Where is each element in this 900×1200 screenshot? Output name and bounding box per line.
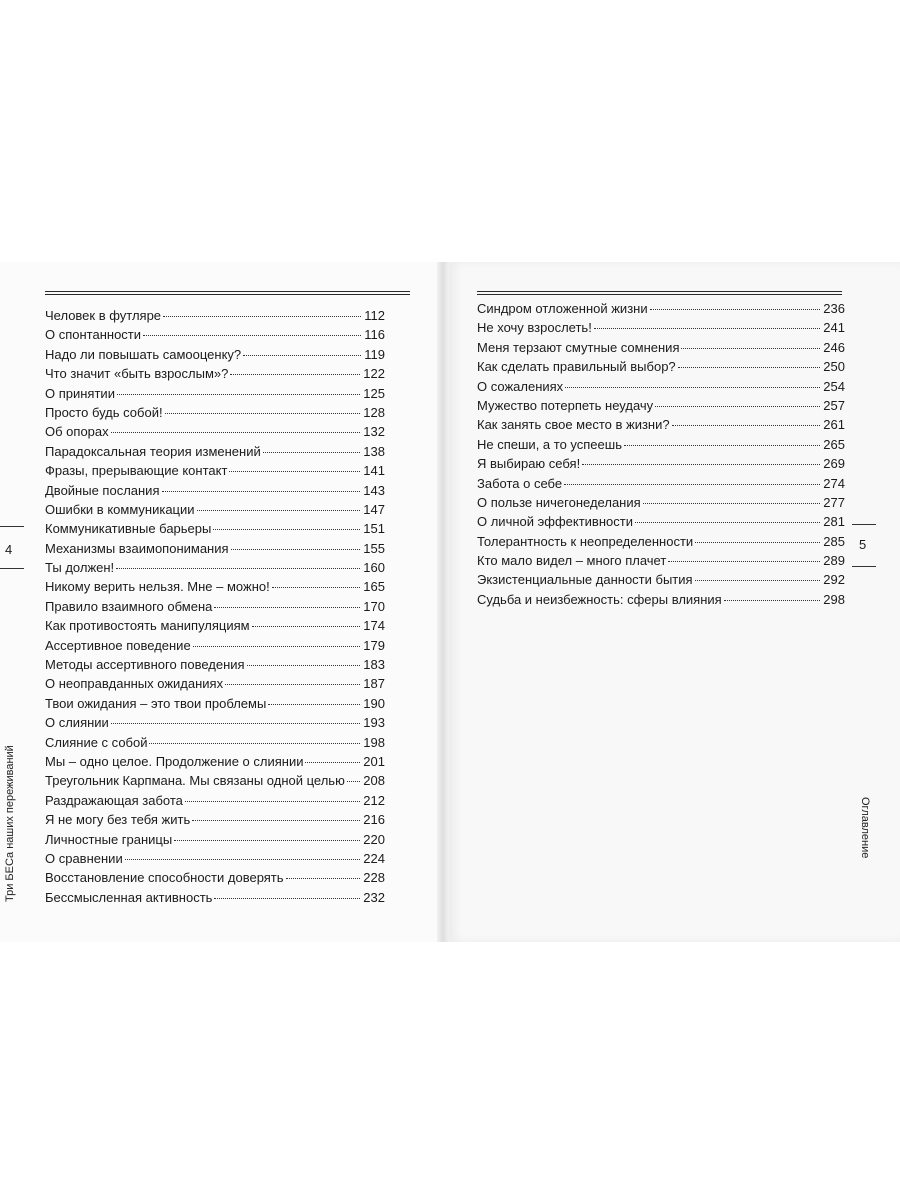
toc-entry: [45, 597, 385, 616]
toc-entry-title: Меня терзают смутные сомнения: [477, 339, 680, 355]
toc-entry-page-number: 216: [363, 812, 385, 828]
toc-entry: [45, 771, 385, 790]
toc-entry: [45, 655, 385, 674]
header-rule: [45, 291, 410, 295]
toc-entry: [45, 616, 385, 635]
page-number-rule: [852, 566, 876, 567]
toc-entry: [477, 357, 845, 376]
toc-entry: [45, 442, 385, 461]
toc-dot-leader: [564, 483, 820, 485]
toc-entry: [45, 752, 385, 771]
toc-dot-leader: [695, 579, 821, 581]
toc-entry-title: Ты должен!: [45, 560, 115, 576]
toc-entry: [477, 590, 845, 609]
toc-entry-title: Как сделать правильный выбор?: [477, 359, 676, 375]
toc-dot-leader: [635, 521, 820, 523]
toc-entry-page-number: 236: [823, 301, 845, 316]
header-rule: [477, 291, 842, 295]
toc-dot-leader: [162, 490, 361, 492]
toc-entry-page-number: 250: [823, 359, 845, 375]
toc-entry-page-number: 128: [363, 404, 385, 420]
toc-entry-title: Как занять свое место в жизни?: [477, 417, 670, 433]
toc-entry: [477, 474, 845, 493]
toc-dot-leader: [214, 897, 360, 899]
toc-entry-page-number: 143: [363, 482, 385, 498]
toc-entry-title: Кто мало видел – много плачет: [477, 553, 667, 569]
toc-entry: [45, 830, 385, 849]
toc-entry-title: Раздражающая забота: [45, 792, 183, 808]
toc-entry-page-number: 246: [823, 339, 845, 355]
toc-entry-page-number: 285: [823, 533, 845, 549]
toc-entry-page-number: 151: [363, 521, 385, 537]
running-title: Оглавление: [859, 797, 871, 859]
toc-entry: [477, 299, 845, 318]
toc-entry-page-number: 224: [363, 850, 385, 866]
toc-dot-leader: [672, 424, 821, 426]
toc-entry: [45, 694, 385, 713]
toc-entry-page-number: 112: [364, 308, 385, 323]
toc-entry-title: О неоправданных ожиданиях: [45, 676, 224, 692]
toc-entry: [45, 558, 385, 577]
toc-entry-page-number: 241: [823, 320, 845, 336]
toc-dot-leader: [695, 541, 820, 543]
toc-dot-leader: [650, 308, 821, 310]
page-number-rule: [0, 526, 24, 527]
toc-dot-leader: [247, 664, 361, 666]
toc-entry: [477, 454, 845, 473]
toc-entry-page-number: 187: [363, 676, 385, 692]
toc-entry-title: Забота о себе: [477, 475, 563, 491]
toc-entry-page-number: 269: [823, 456, 845, 472]
toc-entry-page-number: 261: [823, 417, 845, 433]
toc-entry-title: О сравнении: [45, 850, 123, 866]
toc-entry-title: О принятии: [45, 385, 115, 401]
toc-entry-title: Методы ассертивного поведения: [45, 657, 245, 673]
toc-entry-page-number: 208: [363, 773, 385, 789]
toc-entry-page-number: 122: [363, 366, 385, 382]
toc-dot-leader: [582, 463, 820, 465]
toc-dot-leader: [252, 625, 361, 627]
toc-entry: [45, 364, 385, 383]
toc-dot-leader: [565, 386, 820, 388]
toc-entry-title: Ошибки в коммуникации: [45, 501, 195, 517]
table-of-contents-right: [477, 299, 845, 609]
toc-entry-page-number: 170: [363, 598, 385, 614]
toc-entry-title: Человек в футляре: [45, 308, 162, 323]
toc-entry-page-number: 190: [363, 695, 385, 711]
toc-entry: [477, 318, 845, 337]
toc-entry-page-number: 257: [823, 397, 845, 413]
toc-entry-page-number: 138: [363, 443, 385, 459]
toc-dot-leader: [225, 683, 360, 685]
toc-entry-page-number: 220: [363, 831, 385, 847]
toc-entry-title: О слиянии: [45, 715, 109, 731]
toc-entry: [477, 435, 845, 454]
toc-entry-page-number: 298: [823, 591, 845, 607]
toc-entry: [477, 396, 845, 415]
toc-entry: [45, 849, 385, 868]
toc-dot-leader: [230, 373, 360, 375]
toc-entry: [477, 415, 845, 434]
toc-entry-title: Личностные границы: [45, 831, 173, 847]
toc-entry-title: Коммуникативные барьеры: [45, 521, 212, 537]
toc-entry: [477, 512, 845, 531]
toc-entry-page-number: 277: [823, 494, 845, 510]
toc-entry-title: Толерантность к неопределенности: [477, 533, 694, 549]
toc-entry: [45, 577, 385, 596]
toc-dot-leader: [116, 567, 360, 569]
toc-entry: [45, 791, 385, 810]
toc-dot-leader: [668, 560, 820, 562]
toc-entry-title: Никому верить нельзя. Мне – можно!: [45, 579, 270, 595]
toc-entry-page-number: 289: [823, 553, 845, 569]
toc-entry: [45, 481, 385, 500]
table-of-contents-left: [45, 306, 385, 907]
toc-entry-page-number: 212: [363, 792, 385, 808]
toc-entry-title: Я выбираю себя!: [477, 456, 581, 472]
toc-dot-leader: [678, 366, 821, 368]
toc-entry: [477, 493, 845, 512]
toc-dot-leader: [643, 502, 821, 504]
toc-entry-page-number: 116: [364, 327, 385, 343]
toc-entry: [477, 570, 845, 589]
toc-entry-page-number: 179: [363, 637, 385, 653]
toc-entry-title: Мужество потерпеть неудачу: [477, 397, 654, 413]
toc-entry: [45, 519, 385, 538]
toc-entry-title: Двойные послания: [45, 482, 160, 498]
toc-entry: [45, 674, 385, 693]
toc-entry-page-number: 281: [823, 514, 845, 530]
toc-entry-title: Синдром отложенной жизни: [477, 301, 648, 316]
toc-entry-page-number: 292: [823, 572, 845, 588]
toc-entry-title: Я не могу без тебя жить: [45, 812, 191, 828]
toc-entry: [45, 325, 385, 344]
running-title: Три БЕСа наших переживаний: [4, 745, 16, 902]
toc-entry: [45, 500, 385, 519]
toc-dot-leader: [268, 703, 360, 705]
toc-dot-leader: [197, 509, 361, 511]
toc-entry: [45, 868, 385, 887]
page-number-rule: [0, 568, 24, 569]
toc-entry: [45, 422, 385, 441]
toc-dot-leader: [149, 742, 360, 744]
toc-entry-title: Ассертивное поведение: [45, 637, 191, 653]
toc-entry-page-number: 201: [363, 753, 385, 769]
toc-entry: [45, 713, 385, 732]
toc-entry-title: Как противостоять манипуляциям: [45, 618, 250, 634]
toc-dot-leader: [231, 548, 361, 550]
toc-dot-leader: [272, 586, 361, 588]
toc-dot-leader: [724, 599, 821, 601]
toc-entry-title: Экзистенциальные данности бытия: [477, 572, 693, 588]
toc-entry-title: Восстановление способности доверять: [45, 870, 284, 886]
toc-dot-leader: [655, 405, 820, 407]
toc-dot-leader: [229, 470, 360, 472]
toc-entry-title: Твои ожидания – это твои проблемы: [45, 695, 267, 711]
toc-entry: [45, 345, 385, 364]
toc-entry: [477, 532, 845, 551]
toc-dot-leader: [125, 858, 361, 860]
toc-entry: [45, 384, 385, 403]
toc-entry-title: Об опорах: [45, 424, 109, 440]
page-number: 5: [859, 537, 867, 552]
toc-entry-page-number: 147: [363, 501, 385, 517]
toc-entry: [45, 636, 385, 655]
toc-entry-title: Фразы, прерывающие контакт: [45, 463, 228, 479]
toc-entry-page-number: 125: [363, 385, 385, 401]
toc-entry: [45, 888, 385, 907]
toc-entry: [45, 306, 385, 325]
left-page: [0, 262, 437, 942]
toc-entry-page-number: 160: [363, 560, 385, 576]
toc-entry-title: Парадоксальная теория изменений: [45, 443, 261, 459]
toc-entry-title: Правило взаимного обмена: [45, 598, 213, 614]
toc-dot-leader: [174, 839, 360, 841]
toc-dot-leader: [111, 722, 360, 724]
toc-entry-title: Просто будь собой!: [45, 404, 163, 420]
toc-dot-leader: [286, 877, 361, 879]
toc-dot-leader: [185, 800, 360, 802]
toc-dot-leader: [624, 444, 820, 446]
toc-dot-leader: [681, 347, 820, 349]
toc-dot-leader: [243, 354, 361, 356]
toc-dot-leader: [594, 327, 820, 329]
toc-dot-leader: [214, 606, 360, 608]
toc-entry: [45, 810, 385, 829]
toc-dot-leader: [111, 431, 361, 433]
toc-entry-page-number: 274: [823, 475, 845, 491]
toc-entry-page-number: 155: [363, 540, 385, 556]
toc-entry-title: О спонтанности: [45, 327, 142, 343]
toc-entry-page-number: 232: [363, 889, 385, 905]
toc-entry-title: Слияние с собой: [45, 734, 148, 750]
toc-entry-page-number: 183: [363, 657, 385, 673]
toc-dot-leader: [192, 819, 360, 821]
toc-entry-title: О пользе ничегонеделания: [477, 494, 641, 510]
toc-entry-page-number: 265: [823, 436, 845, 452]
toc-entry-title: Треугольник Карпмана. Мы связаны одной целью: [45, 773, 345, 789]
right-page: [449, 262, 900, 942]
toc-dot-leader: [165, 412, 361, 414]
toc-entry-page-number: 254: [823, 378, 845, 394]
toc-dot-leader: [263, 451, 361, 453]
toc-entry: [477, 338, 845, 357]
toc-dot-leader: [193, 645, 361, 647]
toc-dot-leader: [143, 334, 361, 336]
toc-entry-title: Не спеши, а то успеешь: [477, 436, 622, 452]
toc-entry-title: О сожалениях: [477, 378, 564, 394]
toc-entry: [477, 551, 845, 570]
toc-entry: [45, 733, 385, 752]
page-number-rule: [852, 524, 876, 525]
page-number: 4: [5, 542, 13, 557]
toc-entry-page-number: 228: [363, 870, 385, 886]
toc-entry: [477, 377, 845, 396]
toc-entry-title: Мы – одно целое. Продолжение о слиянии: [45, 753, 304, 769]
toc-dot-leader: [347, 780, 360, 782]
toc-entry-title: Что значит «быть взрослым»?: [45, 366, 229, 382]
toc-dot-leader: [213, 528, 360, 530]
book-gutter: [437, 262, 449, 942]
toc-dot-leader: [305, 761, 360, 763]
toc-entry-page-number: 198: [363, 734, 385, 750]
toc-entry-page-number: 193: [363, 715, 385, 731]
toc-entry-page-number: 165: [363, 579, 385, 595]
toc-entry: [45, 461, 385, 480]
toc-entry-title: Не хочу взрослеть!: [477, 320, 592, 336]
toc-entry: [45, 539, 385, 558]
toc-entry-title: Надо ли повышать самооценку?: [45, 346, 242, 362]
toc-entry-page-number: 132: [363, 424, 385, 440]
toc-entry-title: О личной эффективности: [477, 514, 633, 530]
toc-entry-page-number: 119: [364, 346, 385, 362]
toc-entry-title: Механизмы взаимопонимания: [45, 540, 229, 556]
toc-entry-title: Судьба и неизбежность: сферы влияния: [477, 591, 722, 607]
toc-entry-page-number: 174: [363, 618, 385, 634]
toc-entry: [45, 403, 385, 422]
toc-entry-page-number: 141: [363, 463, 385, 479]
toc-entry-title: Бессмысленная активность: [45, 889, 213, 905]
toc-dot-leader: [117, 393, 360, 395]
toc-dot-leader: [163, 315, 361, 317]
